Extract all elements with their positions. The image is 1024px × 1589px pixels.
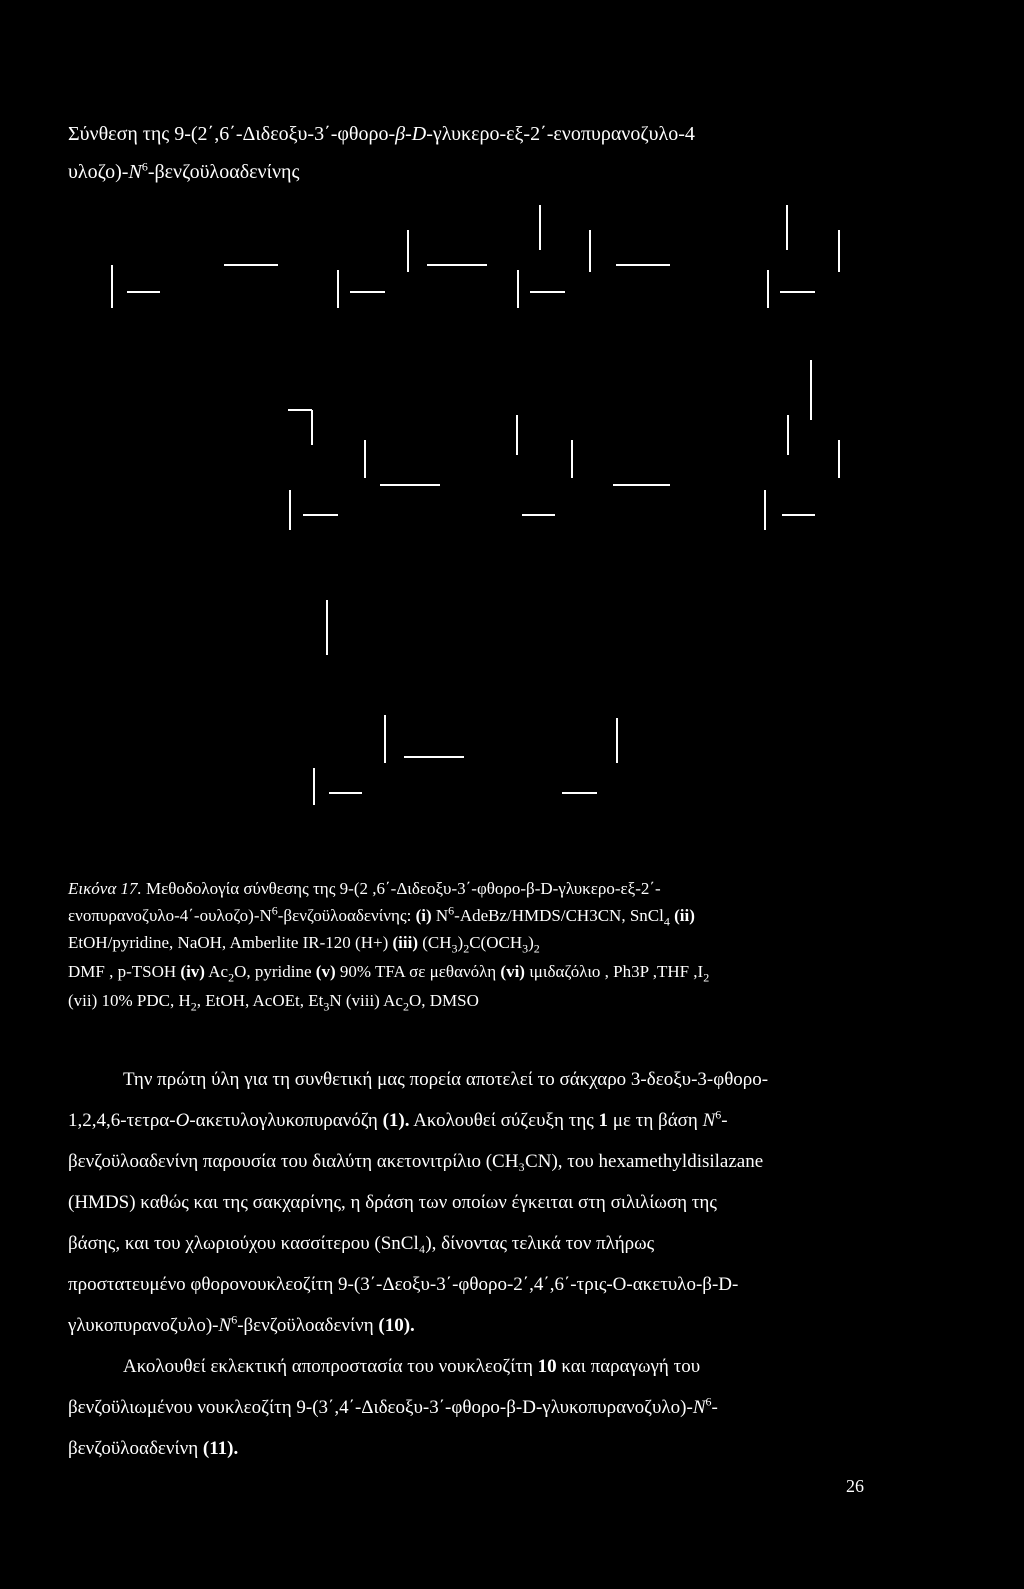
section-heading-line-1: Σύνθεση της 9-(2΄,6΄-Διδεοξυ-3΄-φθορο-β-D-γλυκερο-εξ-2΄-ενοπυρανοζυλο-4 [68,123,695,145]
paragraph-1-line-6: προστατευμένο φθορονουκλεοζίτη 9-(3΄-Δεοξυ-3΄-φθορο-2΄,4΄,6΄-τρις-O-ακετυλο-β-D- [68,1274,739,1295]
paragraph-2-line-3: βενζοϋλοαδενίνη (11). [68,1438,239,1459]
paragraph-1-line-2: 1,2,4,6-τετρα-O-ακετυλογλυκοπυρανόζη (1). Ακολουθεί σύζευξη της 1 με τη βάση $N^6-$ [68,1107,728,1131]
paragraph-2-line-1: Ακολουθεί εκλεκτική αποπροστασία του νουκλεοζίτη 10 και παραγωγή του [123,1356,701,1377]
figure-caption-line-5: (vii) 10% PDC, $H_2$, EtOH, AcOEt, $Et_3N$ (viii) $Ac_2O$, DMSO [68,991,479,1014]
paragraph-1-line-7: $\gamma\lambda\upsilon\kappa o\pi\upsilon\rho\alpha\nu o\zeta\upsilon\lambda o)-N^6$-βενζοϋλοαδενίνη (10). [68,1312,415,1336]
page-number: 26 [846,1476,864,1496]
paragraph-1-line-5: βάσης, και του χλωριούχου κασσίτερου (SnCl₄), δίνοντας τελικά τον πλήρως [68,1233,655,1254]
figure-caption-label: Εικόνα 17. [68,879,142,898]
figure-caption-line-3: EtOH/pyridine, NaOH, Amberlite IR-120 (H+) (iii) $(CH_3)_2C(OCH_3)_2$ [68,933,540,956]
figure-caption-line-1: Εικόνα 17. Μεθοδολογία σύνθεσης της 9-(2 ,6΄-Διδεοξυ-3΄-φθορο-β-D-γλυκερο-εξ-2΄- [68,879,661,898]
paragraph-1-line-3: βενζοϋλοαδενίνη παρουσία του διαλύτη ακετονιτρίλιο (CH₃CN), του hexamethyldisilazane [68,1151,764,1172]
reaction-scheme-figure [0,190,1024,820]
paragraph-2-line-2: βενζοϋλιωμένου νουκλεοζίτη $9-(3΄,4΄-\Delta\iota\delta\varepsilon o\xi\upsilon-3΄-\varphi\theta o\rho o-\beta-D-\gamma\lambda\upsilon\kappa o\pi\upsilon\rho\alpha\nu o\zeta\upsilon\lambda o)-N^6-$ [68,1394,718,1418]
figure-caption-line-4: DMF , p-TSOH (iv) $Ac_2O$, pyridine (v) 90% TFA σε μεθανόλη (vi) ιμιδαζόλιο , Ph3P ,THF $,I_2$ [68,962,710,985]
paragraph-1-line-4: (HMDS) καθώς και της σακχαρίνης, η δράση των οποίων έγκειται στη σιλιλίωση της [68,1192,717,1213]
figure-caption-line-2: ενοπυρανοζυλο-$4΄-o\upsilon\lambda o\zeta o)-N^6$-βενζοϋλοαδενίνης: (i) $N^6-AdeBz/HMDS/CH3CN$, SnCl$_4$ (ii) [68,903,695,929]
section-heading-line-2: $\upsilon\lambda o\zeta o)-N^6$-βενζοϋλοαδενίνης [68,159,300,183]
paragraph-1-line-1: Την πρώτη ύλη για τη συνθετική μας πορεία αποτελεί το σάκχαρο 3-δεοξυ-3-φθορο- [123,1069,769,1090]
